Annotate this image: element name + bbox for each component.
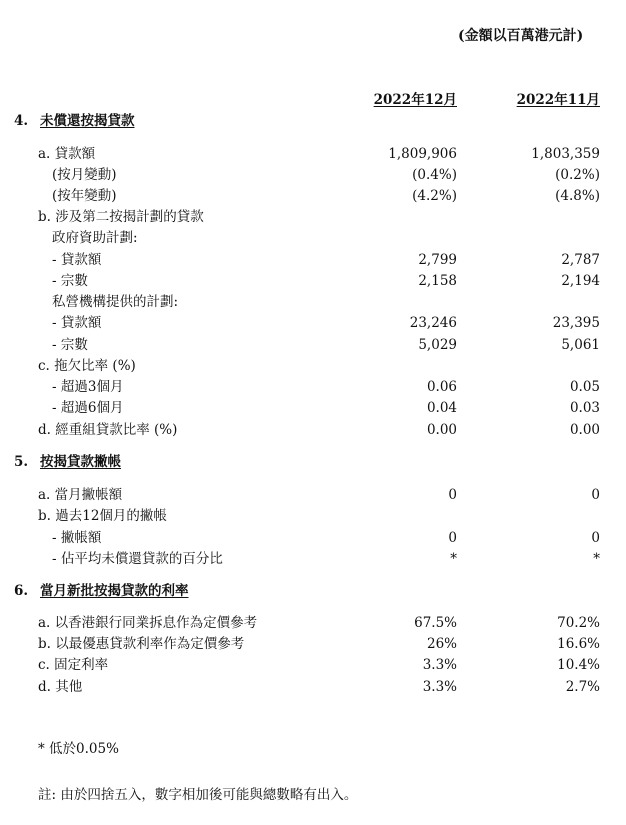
- writeoff-pct-nov: *: [593, 551, 600, 567]
- section-5-number: 5.: [14, 454, 29, 470]
- private-cases-dec: 5,029: [418, 337, 457, 353]
- prime-rate-nov: 16.6%: [557, 636, 600, 652]
- rescheduled-ratio-nov: 0.00: [569, 422, 600, 438]
- over-6-months-label: - 超過6個月: [52, 400, 124, 416]
- past-12m-writeoff-label: b. 過去12個月的撇帳: [38, 508, 167, 524]
- hibor-dec: 67.5%: [414, 615, 457, 631]
- section-6-title: 當月新批按揭貸款的利率: [40, 583, 189, 599]
- delinquency-ratio-label: c. 拖欠比率 (%): [38, 358, 136, 374]
- loan-amount-nov: 1,803,359: [531, 146, 600, 162]
- writeoff-pct-label: - 佔平均未償還貸款的百分比: [52, 551, 223, 567]
- gov-loan-amount-label: - 貸款額: [52, 252, 102, 268]
- gov-cases-nov: 2,194: [561, 273, 600, 289]
- others-label: d. 其他: [38, 679, 83, 695]
- fixed-rate-label: c. 固定利率: [38, 657, 109, 673]
- prime-rate-dec: 26%: [426, 636, 457, 652]
- hibor-label: a. 以香港銀行同業拆息作為定價參考: [38, 615, 258, 631]
- writeoff-pct-dec: *: [450, 551, 457, 567]
- monthly-writeoff-label: a. 當月撇帳額: [38, 487, 123, 503]
- monthly-writeoff-nov: 0: [591, 487, 600, 503]
- yoy-change-label: (按年變動): [52, 188, 117, 204]
- footnote-asterisk: * 低於0.05%: [38, 741, 119, 757]
- others-dec: 3.3%: [422, 679, 457, 695]
- rescheduled-ratio-label: d. 經重組貸款比率 (%): [38, 422, 178, 438]
- gov-loan-amount-nov: 2,787: [561, 252, 600, 268]
- over-6-months-dec: 0.04: [426, 400, 457, 416]
- fixed-rate-dec: 3.3%: [422, 657, 457, 673]
- private-loan-amount-nov: 23,395: [552, 315, 600, 331]
- loan-amount-label: a. 貸款額: [38, 146, 96, 162]
- over-3-months-nov: 0.05: [569, 379, 600, 395]
- gov-cases-dec: 2,158: [418, 273, 457, 289]
- writeoff-amount-nov: 0: [591, 530, 600, 546]
- fixed-rate-nov: 10.4%: [557, 657, 600, 673]
- section-5-title: 按揭貸款撇帳: [40, 454, 121, 470]
- private-cases-label: - 宗數: [52, 337, 88, 353]
- column-header-nov-2022: 2022年11月: [516, 92, 600, 108]
- column-header-dec-2022: 2022年12月: [373, 92, 457, 108]
- gov-cases-label: - 宗數: [52, 273, 88, 289]
- prime-rate-label: b. 以最優惠貸款利率作為定價參考: [38, 636, 245, 652]
- private-scheme-label: 私營機構提供的計劃:: [52, 294, 179, 310]
- mom-change-dec: (0.4%): [412, 167, 457, 183]
- over-3-months-label: - 超過3個月: [52, 379, 124, 395]
- second-mortgage-label: b. 涉及第二按揭計劃的貸款: [38, 209, 204, 225]
- unit-note: (金額以百萬港元計): [458, 28, 584, 44]
- private-cases-nov: 5,061: [561, 337, 600, 353]
- over-6-months-nov: 0.03: [569, 400, 600, 416]
- private-loan-amount-dec: 23,246: [409, 315, 457, 331]
- writeoff-amount-dec: 0: [448, 530, 457, 546]
- gov-loan-amount-dec: 2,799: [418, 252, 457, 268]
- mom-change-label: (按月變動): [52, 167, 117, 183]
- gov-scheme-label: 政府資助計劃:: [52, 230, 138, 246]
- others-nov: 2.7%: [565, 679, 600, 695]
- section-6-number: 6.: [14, 583, 29, 599]
- monthly-writeoff-dec: 0: [448, 487, 457, 503]
- rescheduled-ratio-dec: 0.00: [426, 422, 457, 438]
- yoy-change-dec: (4.2%): [412, 188, 457, 204]
- hibor-nov: 70.2%: [557, 615, 600, 631]
- yoy-change-nov: (4.8%): [555, 188, 600, 204]
- over-3-months-dec: 0.06: [426, 379, 457, 395]
- writeoff-amount-label: - 撇帳額: [52, 530, 102, 546]
- private-loan-amount-label: - 貸款額: [52, 315, 102, 331]
- section-4-title: 未償還按揭貸款: [40, 113, 135, 129]
- section-4-number: 4.: [14, 113, 29, 129]
- mom-change-nov: (0.2%): [555, 167, 600, 183]
- loan-amount-dec: 1,809,906: [388, 146, 457, 162]
- footnote-rounding: 註: 由於四捨五入，數字相加後可能與總數略有出入。: [38, 787, 358, 803]
